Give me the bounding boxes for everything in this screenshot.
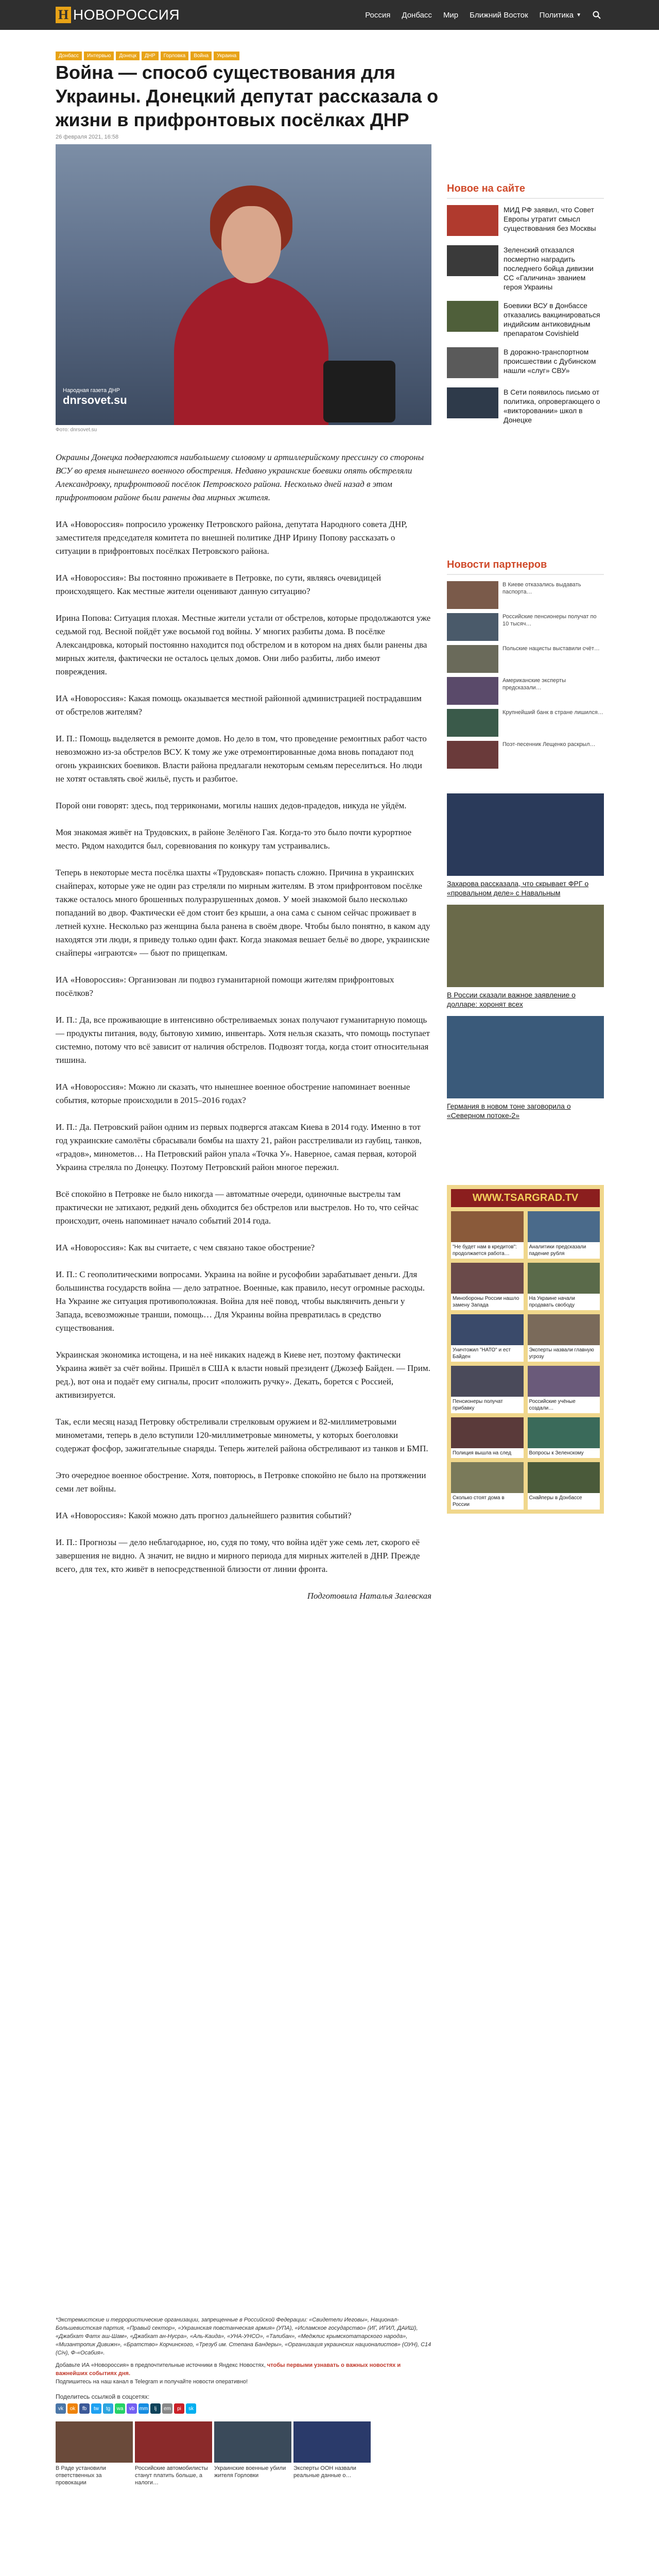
big-card-title: Германия в новом тоне заговорила о «Северном потоке-2»: [447, 1102, 571, 1120]
partner-item[interactable]: [447, 741, 604, 769]
ok-share-icon[interactable]: ok: [67, 2403, 78, 2414]
big-card-title: Захарова рассказала, что скрывает ФРГ о «провальном деле» с Навальным: [447, 879, 589, 897]
nav-item-politics[interactable]: [540, 11, 581, 20]
article-paragraph: Моя знакомая живёт на Трудовских, в районе Зелёного Гая. Когда-то это было почти курортное место. Рядом находится был, соревнования по конкуру там устраивались.: [56, 827, 412, 851]
article-paragraph: И. П.: Да, все проживающие в интенсивно обстреливаемых зонах получают гуманитарную помощь — продукты питания, воду, бытовую химию, инвентарь. Хотя нельзя сказать, что помощь поступает системно, потому что всё зависит от наличия обстрелов. Подвозят тогда, когда стоит относительная тишина.: [56, 1015, 430, 1065]
related-card[interactable]: [135, 2421, 212, 2486]
vk-share-icon[interactable]: vk: [56, 2403, 66, 2414]
tsargrad-grid: [451, 1211, 600, 1510]
related-image: [293, 2421, 371, 2463]
sidebar-news-item[interactable]: [447, 205, 604, 236]
tag[interactable]: Донбасс: [56, 52, 82, 60]
article-paragraph: Теперь в некоторые места посёлка шахты «Трудовская» попасть сложно. Причина в украинских снайперах, которые уже не один раз стреляли по мирным жителям. В этом прифронтовом посёлке также осталось много брошенных полуразрушенных домов. У моей знакомой было несколько попаданий во двор. Фактически её дом стоит без крыши, а она сама с сыном сейчас проживает в летней кухне. Несколько раз женщина была ранена в своём дворе. Чтобы было понятно, в каком аду находятся эти люди, я приведу только один факт. Когда знакомая вешает бельё во дворе, украинские снайперы «играются» — бьют по прищепкам.: [56, 868, 430, 958]
article-paragraph: Это очередное военное обострение. Хотя, повторюсь, в Петровке спокойно не было на протяжении семи лет войны.: [56, 1470, 426, 1494]
tag[interactable]: Донецк: [116, 52, 140, 60]
article-paragraph: Так, если месяц назад Петровку обстреливали стрелковым оружием и 82-миллиметровыми минометами, теперь в дело вступили 120-миллиметровые минометы, у которых боеголовки содержат фосфор, зажигательные снаряды. Теперь жителей района обстреливают из танков и БМП.: [56, 1417, 428, 1453]
site-logo[interactable]: [56, 7, 180, 23]
nav-item-donbass[interactable]: Донбасс: [402, 10, 432, 20]
mailru-share-icon[interactable]: mm: [138, 2403, 149, 2414]
article-paragraph: Ирина Попова: Ситуация плохая. Местные жители устали от обстрелов, которые продолжаются уже седьмой год. Весной пойдёт уже восьмой год войны. У многих разбиты дома. В посёлке Александровка, который постоянно находится под обстрелом и в котором на днях были ранены два мирных жителя, фактически не осталось целых домов. Они либо разбиты, либо имеют повреждения.: [56, 613, 431, 676]
search-icon[interactable]: [593, 11, 601, 19]
tag[interactable]: Война: [190, 52, 212, 60]
logo-mark: Н: [56, 7, 71, 23]
tsargrad-card[interactable]: Российские учёные создали…: [528, 1366, 600, 1413]
article-paragraph: ИА «Новороссия»: Какой можно дать прогноз дальнейшего развития событий?: [56, 1511, 352, 1520]
partner-big-card[interactable]: [447, 1016, 604, 1120]
article-body: [56, 451, 431, 1616]
related-card[interactable]: [293, 2421, 371, 2486]
news-title: МИД РФ заявил, что Совет Европы утратит смысл существования без Москвы: [504, 206, 596, 232]
related-image: [56, 2421, 133, 2463]
tsargrad-card[interactable]: Полиция вышла на след: [451, 1417, 524, 1458]
promo-text: Добавьте ИА «Новороссия» в предпочтительные источники в Яндекс Новостях,: [56, 2362, 266, 2368]
tsargrad-card[interactable]: Минобороны России нашло замену Запада: [451, 1263, 524, 1310]
partner-big-card[interactable]: [447, 905, 604, 1009]
news-thumbnail: [447, 205, 498, 236]
related-title: Эксперты ООН назвали реальные данные о…: [293, 2465, 356, 2479]
facebook-share-icon[interactable]: fb: [79, 2403, 90, 2414]
yandex-news-link[interactable]: чтобы первыми узнавать о важных новостях и важнейших событиях дня.: [56, 2362, 401, 2377]
article-paragraph: И. П.: Прогнозы — дело неблагодарное, но, судя по тому, что война идёт уже семь лет, скорого её завершения не видно. А значит, не видно и мирного периода для мирных жителей в ДНР. Прежде всего, для тех, кто живёт в непосредственной близости от линии фронта.: [56, 1537, 420, 1574]
publish-date: 26 февраля 2021, 16:58: [56, 134, 119, 140]
telegram-promo[interactable]: Подпишитесь на наш канал в Telegram и получайте новости оперативно!: [56, 2379, 248, 2385]
news-thumbnail: [447, 245, 498, 276]
skype-share-icon[interactable]: sk: [186, 2403, 196, 2414]
related-card[interactable]: [214, 2421, 291, 2486]
related-title: Российские автомобилисты станут платить больше, а налоги…: [135, 2465, 208, 2486]
big-card-title: В России сказали важное заявление о долларе: хоронят всех: [447, 991, 576, 1008]
news-thumbnail: [447, 301, 498, 332]
partner-item[interactable]: [447, 613, 604, 641]
twitter-share-icon[interactable]: tw: [91, 2403, 101, 2414]
sidebar-news-item[interactable]: [447, 347, 604, 378]
sidebar-news-item[interactable]: [447, 301, 604, 338]
telegram-share-icon[interactable]: tg: [103, 2403, 113, 2414]
nav-item-russia[interactable]: Россия: [365, 10, 391, 20]
related-title: Украинские военные убили жителя Горловки: [214, 2465, 286, 2479]
nav-item-politics-label: Политика: [539, 10, 574, 20]
sidebar-partners: [447, 559, 604, 1127]
partner-title: Американские эксперты предсказали…: [502, 677, 566, 691]
partner-item[interactable]: [447, 677, 604, 705]
article-paragraph: ИА «Новороссия»: Можно ли сказать, что нынешнее военное обострение напоминает военные события, которые происходили в 2015–2016 годах?: [56, 1082, 410, 1105]
article-photo: [56, 144, 431, 425]
related-title: В Раде установили ответственных за провокации: [56, 2465, 106, 2486]
tsargrad-card[interactable]: Вопросы к Зеленскому: [528, 1417, 600, 1458]
top-navigation-bar: [0, 0, 659, 30]
tag[interactable]: ДНР: [142, 52, 159, 60]
article-signature: Подготовила Наталья Залевская: [307, 1591, 431, 1601]
article-paragraph: И. П.: Да. Петровский район одним из первых подвергся атаксам Киева в 2014 году. Именно в тот год украинские самолёты сбрасывали бомбы на шахту 21, район расстреливали из гаубиц, танков, «градов», минометов… На Петровский район упала «Точка У». Наверное, самая первая, которой Украина стреляла по Донецку. Поэтому Петровский район многое пережил.: [56, 1122, 422, 1172]
partner-title: Крупнейший банк в стране лишился…: [502, 709, 603, 716]
article-paragraph: ИА «Новороссия»: Как вы считаете, с чем связано такое обострение?: [56, 1243, 315, 1252]
article-paragraph: Всё спокойно в Петровке не было никогда — автоматные очереди, одиночные выстрелы там практически не затихают, редкий день обходится без обстрелов или выстрелов. Но то, что сейчас происходит, очень напоминает начало событий 2014 года.: [56, 1189, 419, 1226]
tsargrad-card[interactable]: Сколько стоят дома в России: [451, 1462, 524, 1510]
article-paragraph: И. П.: С геополитическими вопросами. Украина на войне и русофобии зарабатывает деньги. Для большинства государств война — дело затратное. Военные, как правило, несут огромные расходы. На Украине же ситуация противоположная. Война для неё повод, чтобы выклянчить деньги у Запада, всевозможные транши, помощь… Для Украины война превратилась в средство существования.: [56, 1269, 425, 1333]
partner-thumbnail: [447, 709, 498, 737]
partner-thumbnail: [447, 741, 498, 769]
tsargrad-widget: [447, 1185, 604, 1514]
partner-thumbnail: [447, 581, 498, 609]
news-title: Зеленский отказался посмертно наградить последнего бойца дивизии СС «Галичина» званием героя Украины: [504, 246, 594, 291]
article-paragraph: Порой они говорят: здесь, под терриконами, могилы наших дедов-прадедов, никуда не уйдём.: [56, 801, 407, 810]
tsargrad-card[interactable]: "Не будет нам в кредитов": продолжается работа…: [451, 1211, 524, 1259]
whatsapp-share-icon[interactable]: wa: [115, 2403, 125, 2414]
partner-big-card[interactable]: [447, 793, 604, 897]
big-card-image: [447, 905, 604, 987]
photo-microphone: [323, 361, 395, 422]
big-card-image: [447, 793, 604, 876]
news-thumbnail: [447, 387, 498, 418]
partner-item[interactable]: [447, 645, 604, 673]
partner-item[interactable]: [447, 581, 604, 609]
related-articles: [56, 2421, 373, 2486]
partners-heading: Новости партнеров: [447, 559, 604, 575]
tag[interactable]: Горловка: [161, 52, 189, 60]
article-paragraph: ИА «Новороссия»: Организован ли подвоз гуманитарной помощи жителям прифронтовых посёлков?: [56, 975, 394, 998]
tag[interactable]: Украина: [214, 52, 239, 60]
email-share-icon[interactable]: em: [162, 2403, 172, 2414]
partner-title: Российские пенсионеры получат по 10 тысяч…: [502, 614, 597, 627]
photo-person: [174, 185, 328, 425]
nav-item-world[interactable]: Мир: [443, 10, 459, 20]
tsargrad-card[interactable]: На Украине начали продавать свободу: [528, 1263, 600, 1310]
news-thumbnail: [447, 347, 498, 378]
tsargrad-card[interactable]: Уничтожил "НАТО" и ест Байден: [451, 1314, 524, 1362]
sidebar-heading: Новое на сайте: [447, 183, 604, 199]
sidebar-news-item[interactable]: [447, 245, 604, 292]
partner-title: Польские нацисты выставили счёт…: [502, 646, 600, 652]
article-paragraph: ИА «Новороссия»: Какая помощь оказывается местной районной администрацией пострадавшим от обстрелов жителям?: [56, 693, 422, 717]
article-paragraph: Украинская экономика истощена, и на неё никаких надежд в Киеве нет, поэтому фактически Украина живёт за счёт войны. Пришёл в США к власти новый президент (Джозеф Байден. — Прим. ред.), вот она и подаёт ему сигналы, просит «положить ручку». Декать, борется с Россией, активизируется.: [56, 1350, 430, 1400]
news-title: Боевики ВСУ в Донбассе отказались вакцинироваться индийским антиковидным препаратом Covishield: [504, 301, 600, 337]
tsargrad-logo[interactable]: WWW.TSARGRAD.TV: [451, 1189, 600, 1207]
article-tags: [56, 52, 241, 60]
logo-text: НОВОРОССИЯ: [73, 7, 180, 23]
livejournal-share-icon[interactable]: lj: [150, 2403, 161, 2414]
partner-thumbnail: [447, 613, 498, 641]
partner-title: Поэт-песенник Лещенко раскрыл…: [502, 741, 596, 748]
tsargrad-card[interactable]: Эксперты назвали главную угрозу: [528, 1314, 600, 1362]
partner-thumbnail: [447, 677, 498, 705]
sidebar-news-item[interactable]: [447, 387, 604, 425]
tsargrad-card[interactable]: Пенсионеры получат прибавку: [451, 1366, 524, 1413]
article-paragraph: ИА «Новороссия»: Вы постоянно проживаете в Петровке, по сути, являясь очевидицей происходящего. Как местные жители оценивают данную ситуацию?: [56, 573, 381, 596]
related-image: [135, 2421, 212, 2463]
related-image: [214, 2421, 291, 2463]
article-paragraph: И. П.: Помощь выделяется в ремонте домов. Но дело в том, что проведение ремонтных работ часто невозможно из-за обстрелов ВСУ. К тому же уже отремонтированные дома вновь попадают под огонь украинских боевиков. Власти района предлагали некоторым семьям переселиться. Но люди не хотят оставлять своё жильё, пусть и разбитое.: [56, 734, 427, 784]
main-nav: [354, 0, 601, 30]
page-title: Война — способ существования для Украины. Донецкий депутат рассказала о жизни в прифронтовых посёлках ДНР: [56, 62, 439, 130]
related-card[interactable]: [56, 2421, 133, 2486]
article-paragraph: ИА «Новороссия» попросило уроженку Петровского района, депутата Народного совета ДНР, заместителя председателя комитета по внешней политике ДНР Ирину Попову рассказать о ситуации в прифронтовых посёлках Петровского района.: [56, 519, 407, 556]
chevron-down-icon: ▼: [576, 12, 581, 18]
news-title: В дорожно-транспортном происшествии с Дубинском нашли «слуг» СВУ»: [504, 348, 596, 375]
tsargrad-card[interactable]: Снайперы в Донбассе: [528, 1462, 600, 1510]
share-buttons: [56, 2403, 198, 2414]
photo-caption: Фото: dnrsovet.su: [56, 427, 97, 433]
subscribe-promo: [56, 2361, 431, 2386]
partner-item[interactable]: [447, 709, 604, 737]
tsargrad-card[interactable]: Аналитики предсказали падение рубля: [528, 1211, 600, 1259]
pinterest-share-icon[interactable]: pi: [174, 2403, 184, 2414]
sidebar-new-on-site: [447, 183, 604, 434]
news-title: В Сети появилось письмо от политика, опровергающего о «викторовании» школ в Донецке: [504, 388, 600, 424]
big-card-image: [447, 1016, 604, 1098]
article-lead: Окраины Донецка подвергаются наибольшему силовому и артиллерийскому прессингу со стороны ВСУ во время нынешнего военного обострения. Недавно украинские боевики опять обстреляли Александровку, прифронтовой посёлок Петровского района. Несколько дней назад в этом прифронтовом районе были ранены два мирных жителя.: [56, 452, 424, 502]
partner-thumbnail: [447, 645, 498, 673]
share-label: Поделитесь ссылкой в соцсетях:: [56, 2393, 150, 2400]
partner-title: В Киеве отказались выдавать паспорта…: [502, 582, 581, 595]
tag[interactable]: Интервью: [84, 52, 114, 60]
banned-orgs-footnote: *Экстремистские и террористические организации, запрещенные в Российской Федерации: «Свидетели Иеговы», Национал-Большевистская партия, «Правый сектор», «Украинская повстанческая армия» (УПА), «Исламское государство» (ИГ, ИГИЛ, ДАИШ), «Джабхат Фатх аш-Шам», «Джабхат ан-Нусра», «Аль-Каида», «УНА-УНСО», «Талибан», «Меджлис крымскотатарского народа», «Мизантропик Дивижн», «Братство» Корчинского, «Трезуб им. Степана Бандеры», «Организация украинских националистов» (ОУН), С14 (Січ), Ф-«Осабия».: [56, 2317, 431, 2356]
photo-watermark: Народная газета ДНР dnrsovet.su: [63, 387, 127, 406]
nav-item-middle-east[interactable]: Ближний Восток: [470, 10, 528, 20]
viber-share-icon[interactable]: vb: [127, 2403, 137, 2414]
